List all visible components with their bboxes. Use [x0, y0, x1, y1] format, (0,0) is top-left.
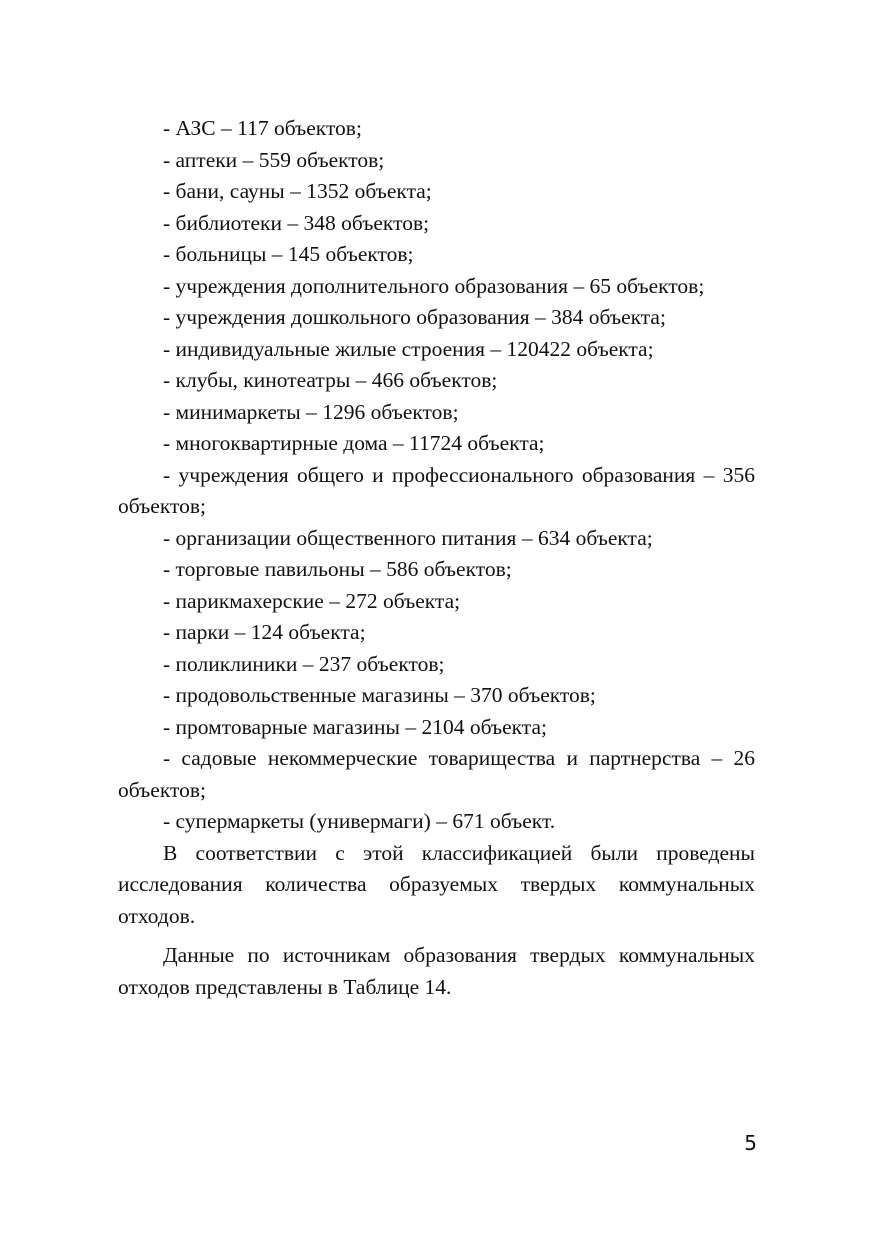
- list-item: - клубы, кинотеатры – 466 объектов;: [163, 368, 498, 392]
- list-item: - супермаркеты (универмаги) – 671 объект.: [163, 809, 556, 833]
- list-item: - продовольственные магазины – 370 объектов;: [163, 683, 596, 707]
- list-item: - АЗС – 117 объектов;: [163, 116, 362, 140]
- list-item: - учреждения дошкольного образования – 384 объекта;: [163, 305, 666, 329]
- list-item: - организации общественного питания – 634 объекта;: [163, 525, 653, 550]
- paragraph-classification: В соответствии с этой классификацией были проведены исследования количества образуемых твердых коммунальных отходов.: [118, 840, 755, 928]
- list-item: - больницы – 145 объектов;: [163, 242, 414, 266]
- list-item: - промтоварные магазины – 2104 объекта;: [163, 714, 547, 739]
- list-item: - садовые некоммерческие товарищества и партнерства – 26 объектов;: [118, 746, 755, 802]
- list-item: - учреждения дополнительного образования – 65 объектов;: [163, 273, 705, 298]
- list-item: - парикмахерские – 272 объекта;: [163, 588, 461, 613]
- list-item: - индивидуальные жилые строения – 120422 объекта;: [163, 336, 654, 361]
- list-item: - торговые павильоны – 586 объектов;: [163, 557, 512, 581]
- paragraph-table-reference: Данные по источникам образования твердых коммунальных отходов представлены в Таблице 14.: [118, 943, 755, 999]
- list-item: - поликлиники – 237 объектов;: [163, 651, 445, 676]
- list-item: - многоквартирные дома – 11724 объекта;: [163, 431, 545, 455]
- list-item: - бани, сауны – 1352 объекта;: [163, 179, 432, 203]
- list-item: - аптеки – 559 объектов;: [163, 147, 385, 172]
- body-text: [118, 113, 755, 1003]
- list-item: - парки – 124 объекта;: [163, 620, 366, 644]
- page-number: 5: [744, 1131, 757, 1155]
- list-item: - библиотеки – 348 объектов;: [163, 210, 430, 235]
- list-item: - минимаркеты – 1296 объектов;: [163, 399, 459, 424]
- list-item: - учреждения общего и профессионального образования – 356 объектов;: [118, 462, 755, 518]
